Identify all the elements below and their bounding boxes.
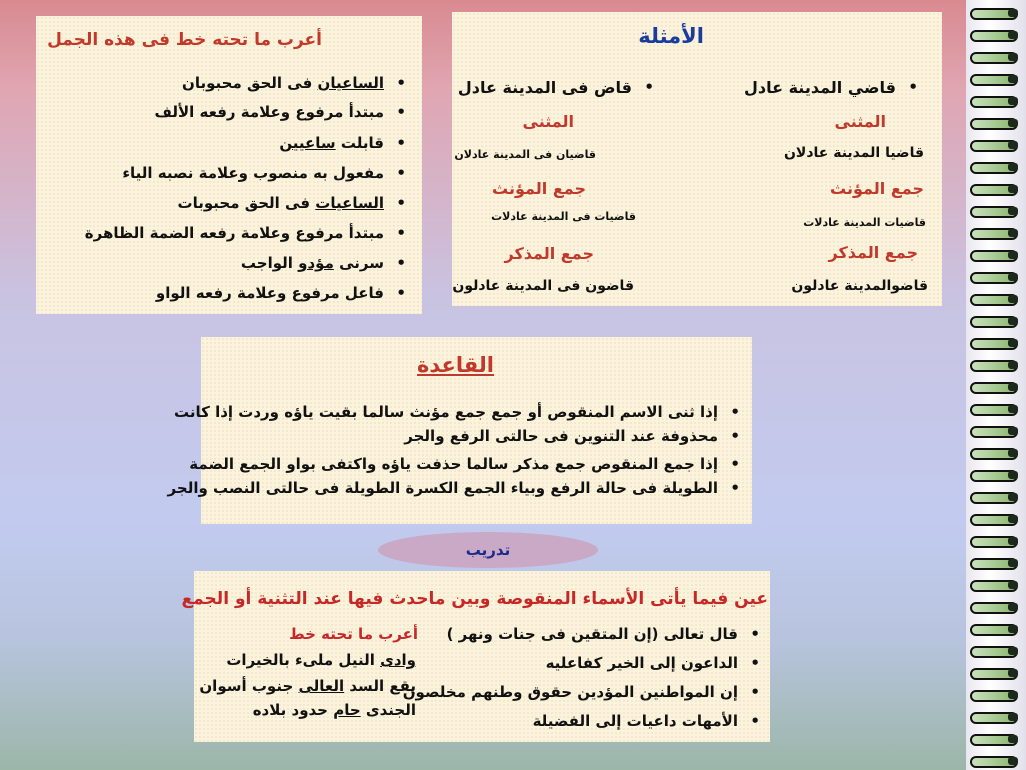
spiral-ring — [970, 28, 1020, 42]
spiral-ring — [970, 534, 1020, 548]
spiral-ring — [970, 160, 1020, 174]
sentence-part: مؤدو — [298, 254, 334, 272]
spiral-ring — [970, 138, 1020, 152]
parse-part: جنوب أسوان — [199, 677, 299, 695]
spiral-ring — [970, 468, 1020, 482]
sentence-part: الواجب — [240, 254, 299, 272]
parse-part: النيل ملىء بالخيرات — [226, 651, 381, 669]
practice-item: • قال تعالى (إن المتقين فى جنات ونهر ) — [447, 625, 738, 643]
sentence-item — [156, 284, 384, 302]
sentence-part: مبتدأ مرفوع وعلامة رفعه الألف — [154, 103, 384, 121]
practice-item: • الأمهات داعيات إلى الفضيلة — [533, 712, 738, 730]
panel-title: القاعدة — [417, 353, 494, 377]
spiral-ring — [970, 50, 1020, 64]
spiral-ring — [970, 754, 1020, 768]
spiral-ring — [970, 556, 1020, 570]
spiral-ring — [970, 292, 1020, 306]
sentence-part: سرنى — [333, 254, 384, 272]
masc-example-right: قاضوالمدينة عادلون — [791, 278, 928, 294]
sentence-item — [178, 194, 384, 212]
spiral-ring — [970, 732, 1020, 746]
spiral-ring — [970, 622, 1020, 636]
spiral-ring — [970, 182, 1020, 196]
spiral-ring — [970, 72, 1020, 86]
spiral-ring — [970, 666, 1020, 680]
example-left: • قاض فى المدينة عادل — [458, 78, 632, 97]
rule-item-cont: • محذوفة عند التنوين فى حالتى الرفع والجر — [404, 427, 718, 445]
spiral-ring — [970, 578, 1020, 592]
practice-item: • الداعون إلى الخير كفاعليه — [546, 654, 738, 672]
parse-part: يقع السد — [344, 677, 416, 695]
sentence-part: مبتدأ مرفوع وعلامة رفعه الضمة الظاهرة — [84, 224, 384, 242]
spiral-ring — [970, 710, 1020, 724]
spiral-binding — [966, 0, 1026, 770]
sentence-part: فى الحق محبوبات — [177, 194, 316, 212]
spiral-ring — [970, 358, 1020, 372]
spiral-ring — [970, 512, 1020, 526]
parse-part: حام — [333, 701, 361, 719]
example-right: • قاضي المدينة عادل — [744, 78, 896, 97]
rule-item: • إذا جمع المنقوص جمع مذكر سالما حذفت ياؤه واكتفى بواو الجمع الضمة — [189, 455, 718, 473]
spiral-ring — [970, 446, 1020, 460]
panel-title: أعرب ما تحته خط فى هذه الجمل — [47, 30, 322, 50]
practice-panel — [181, 571, 770, 742]
spiral-ring — [970, 6, 1020, 20]
dual-example-right: قاضيا المدينة عادلان — [783, 145, 924, 161]
parse-part: العالى — [298, 677, 345, 695]
practice-item: • إن المواطنين المؤدين حقوق وطنهم مخلصون — [403, 683, 738, 701]
sentence-part: ساعيين — [279, 134, 336, 152]
training-label: تدريب — [465, 541, 511, 559]
spiral-ring — [970, 94, 1020, 108]
spiral-ring — [970, 204, 1020, 218]
sentence-part: الساعيان — [317, 74, 384, 92]
spiral-ring — [970, 226, 1020, 240]
parse-line — [199, 677, 416, 695]
fem-example-right: قاضيات المدينة عادلات — [803, 216, 926, 229]
exercise-panel-parse — [36, 16, 422, 314]
spiral-ring — [970, 490, 1020, 504]
spiral-ring — [970, 688, 1020, 702]
sentence-item — [155, 103, 385, 121]
dual-label-left: المثنى — [522, 112, 574, 131]
parse-line — [253, 701, 416, 719]
panel-title: الأمثلة — [638, 24, 704, 48]
spiral-ring — [970, 600, 1020, 614]
dual-example-left: قاضيان فى المدينة عادلان — [454, 148, 596, 161]
spiral-ring — [970, 248, 1020, 262]
parse-part: وادى — [380, 651, 416, 669]
parse-line — [226, 651, 416, 669]
panel-title: عين فيما يأتى الأسماء المنقوصة وبين ماحدث فيها عند التثنية أو الجمع — [181, 589, 768, 609]
sentence-item — [122, 164, 384, 182]
sentence-part: فى الحق محبوبان — [182, 74, 318, 92]
sentence-item — [85, 224, 384, 242]
spiral-ring — [970, 424, 1020, 438]
rule-panel — [167, 337, 752, 524]
sentence-item — [182, 74, 384, 92]
examples-panel — [452, 12, 942, 306]
spiral-ring — [970, 380, 1020, 394]
masc-example-left: قاضون فى المدينة عادلون — [452, 278, 634, 294]
rule-item-cont: • الطويلة فى حالة الرفع وبياء الجمع الكسرة الطويلة فى حالتى النصب والجر — [168, 479, 718, 497]
masc-label-right: جمع المذكر — [828, 243, 918, 262]
sentence-part: فاعل مرفوع وعلامة رفعه الواو — [155, 284, 384, 302]
spiral-ring — [970, 644, 1020, 658]
dual-label-right: المثنى — [834, 112, 886, 131]
training-button[interactable] — [378, 532, 598, 568]
spiral-ring — [970, 116, 1020, 130]
parse-part: حدود بلاده — [252, 701, 334, 719]
masc-label-left: جمع المذكر — [504, 244, 594, 263]
sentence-part: الساعيات — [315, 194, 384, 212]
rule-item: • إذا ثنى الاسم المنقوص أو جمع جمع مؤنث سالما بقيت ياؤه وردت إذا كانت — [174, 403, 718, 421]
spiral-ring — [970, 270, 1020, 284]
spiral-ring — [970, 314, 1020, 328]
spiral-ring — [970, 336, 1020, 350]
fem-label-right: جمع المؤنث — [830, 179, 924, 198]
sub-title: أعرب ما تحته خط — [289, 625, 418, 643]
fem-label-left: جمع المؤنث — [492, 179, 586, 198]
sentence-part: مفعول به منصوب وعلامة نصبه الياء — [122, 164, 384, 182]
fem-example-left: قاضيات فى المدينة عادلات — [491, 210, 636, 223]
parse-part: الجندى — [360, 701, 416, 719]
sentence-item — [241, 254, 384, 272]
spiral-ring — [970, 402, 1020, 416]
sentence-item — [279, 134, 384, 152]
sentence-part: قابلت — [335, 134, 384, 152]
